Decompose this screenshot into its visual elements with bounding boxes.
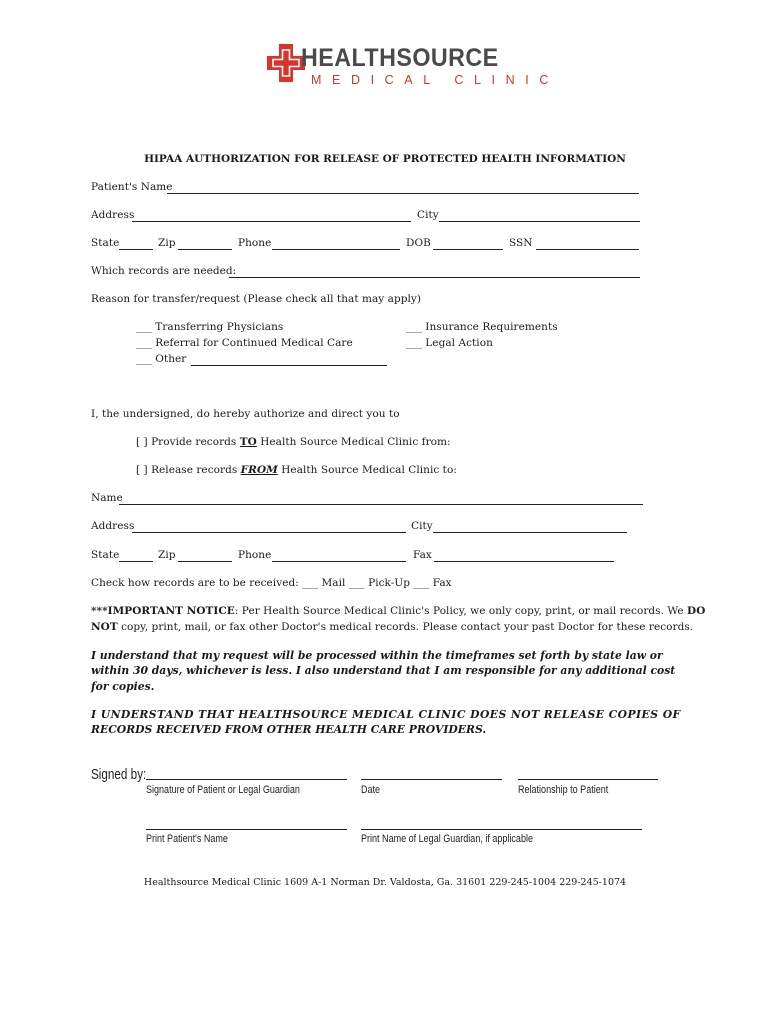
- address-field[interactable]: [132, 221, 411, 222]
- release-emphasis: FROM: [240, 464, 278, 476]
- reason-label: Reason for transfer/request (Please check all that may apply): [91, 293, 422, 305]
- signed-by-label: Signed by:: [91, 766, 147, 783]
- form-title: HIPAA AUTHORIZATION FOR RELEASE OF PROTECTED HEALTH INFORMATION: [144, 153, 626, 165]
- state-label: State: [91, 237, 120, 249]
- understand-line3: for copies.: [91, 680, 155, 693]
- date-label: Date: [361, 784, 381, 796]
- dob-label: DOB: [406, 237, 431, 249]
- understand-line2: within 30 days, whichever is less. I also understand that I am responsible for any additional cost: [91, 664, 676, 677]
- phone-field[interactable]: [272, 249, 400, 250]
- city2-label: City: [411, 520, 433, 532]
- fax-field[interactable]: [434, 561, 614, 562]
- print-patient-label: Print Patient's Name: [146, 833, 228, 845]
- reason-referral[interactable]: ___ Referral for Continued Medical Care: [136, 337, 353, 349]
- zip2-label: Zip: [158, 549, 176, 561]
- reason-transferring[interactable]: ___ Transferring Physicians: [136, 321, 284, 333]
- provide-suffix: Health Source Medical Clinic from:: [256, 436, 451, 448]
- state2-label: State: [91, 549, 120, 561]
- address-label: Address: [91, 209, 135, 221]
- name-label: Name: [91, 492, 123, 504]
- ssn-field[interactable]: [536, 249, 639, 250]
- patient-name-field[interactable]: [167, 193, 639, 194]
- patient-name-label: Patient's Name: [91, 181, 173, 193]
- city2-field[interactable]: [433, 532, 627, 533]
- ssn-label: SSN: [509, 237, 533, 249]
- authorize-text: I, the undersigned, do hereby authorize and direct you to: [91, 408, 400, 420]
- logo-name-line2: MEDICAL CLINIC: [311, 73, 559, 87]
- dob-field[interactable]: [433, 249, 503, 250]
- understand-line1: I understand that my request will be processed within the timeframes set forth by state law or: [91, 649, 663, 662]
- release-suffix: Health Source Medical Clinic to:: [277, 464, 457, 476]
- print-guardian-label: Print Name of Legal Guardian, if applicable: [361, 833, 533, 845]
- red-cross-logo-icon: [266, 43, 306, 83]
- city-field[interactable]: [439, 221, 640, 222]
- footer-address: Healthsource Medical Clinic 1609 A-1 Norman Dr. Valdosta, Ga. 31601 229-245-1004 229-245-1074: [143, 877, 627, 888]
- provide-prefix: [ ] Provide records: [136, 436, 240, 448]
- reason-legal[interactable]: ___ Legal Action: [406, 337, 493, 349]
- fax-label: Fax: [413, 549, 432, 561]
- signature-label: Signature of Patient or Legal Guardian: [146, 784, 300, 796]
- print-patient-field[interactable]: [146, 829, 347, 830]
- important-notice-line2: [91, 621, 693, 633]
- print-guardian-field[interactable]: [361, 829, 642, 830]
- reason-insurance[interactable]: ___ Insurance Requirements: [406, 321, 558, 333]
- important-notice-line1: [91, 605, 705, 617]
- reason-other-field[interactable]: [191, 365, 387, 366]
- state2-field[interactable]: [119, 561, 153, 562]
- zip-label: Zip: [158, 237, 176, 249]
- city-label: City: [417, 209, 439, 221]
- records-needed-label: Which records are needed:: [91, 265, 237, 277]
- zip2-field[interactable]: [178, 561, 232, 562]
- provide-emphasis: TO: [239, 436, 257, 448]
- name-field[interactable]: [119, 504, 643, 505]
- phone-label: Phone: [238, 237, 272, 249]
- notice-heading: ***IMPORTANT NOTICE: [91, 605, 235, 617]
- phone2-field[interactable]: [272, 561, 406, 562]
- logo-name-line1: HEALTHSOURCE: [301, 44, 499, 72]
- signature-field[interactable]: [146, 779, 347, 780]
- relationship-label: Relationship to Patient: [518, 784, 609, 796]
- zip-field[interactable]: [178, 249, 232, 250]
- disclaimer-line2: RECORDS RECEIVED FROM OTHER HEALTH CARE PROVIDERS.: [91, 723, 487, 736]
- relationship-field[interactable]: [518, 779, 658, 780]
- address2-label: Address: [91, 520, 135, 532]
- state-field[interactable]: [119, 249, 153, 250]
- receive-method[interactable]: Check how records are to be received: ___ Mail ___ Pick-Up ___ Fax: [91, 577, 452, 589]
- phone2-label: Phone: [238, 549, 272, 561]
- release-records-option[interactable]: [136, 464, 457, 476]
- notice-do: DO: [687, 605, 706, 617]
- notice-text-1: : Per Health Source Medical Clinic's Policy, we only copy, print, or mail records. We: [234, 605, 688, 617]
- disclaimer-line1: I UNDERSTAND THAT HEALTHSOURCE MEDICAL CLINIC DOES NOT RELEASE COPIES OF: [91, 708, 681, 721]
- provide-records-option[interactable]: [136, 436, 451, 448]
- notice-text-2: copy, print, mail, or fax other Doctor's medical records. Please contact your past Doctor for these records.: [117, 621, 694, 633]
- release-prefix: [ ] Release records: [136, 464, 241, 476]
- reason-other[interactable]: ___ Other: [136, 353, 187, 365]
- notice-not: NOT: [91, 621, 118, 633]
- address2-field[interactable]: [132, 532, 406, 533]
- records-needed-field[interactable]: [229, 277, 640, 278]
- date-field[interactable]: [361, 779, 502, 780]
